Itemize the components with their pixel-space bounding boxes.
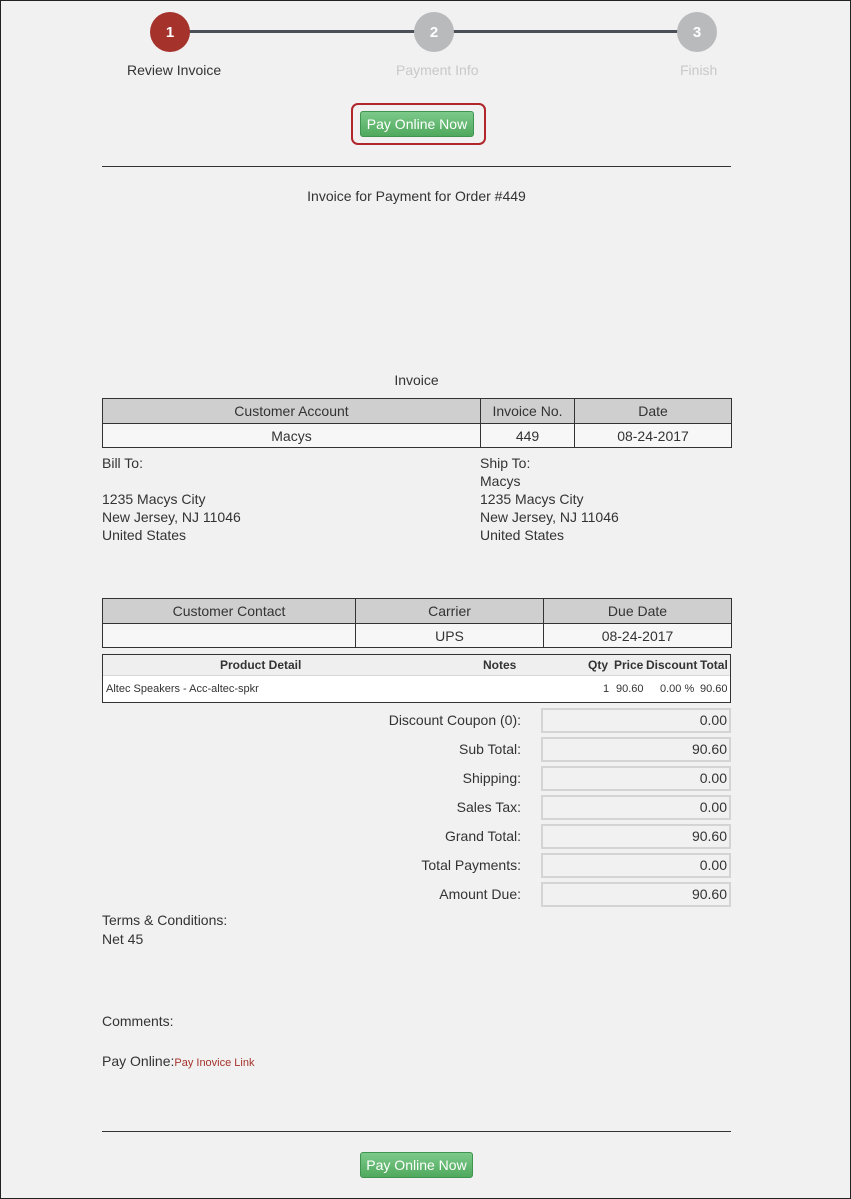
ship-to-line-2: 1235 Macys City: [480, 491, 584, 507]
divider-bottom: [102, 1131, 731, 1132]
product-total: 90.60: [700, 683, 728, 695]
header-discount: Discount: [646, 658, 698, 672]
sales-tax-field: 0.00: [541, 795, 731, 820]
ship-to-line-4: United States: [480, 527, 565, 543]
step-1-circle: [150, 12, 190, 52]
terms-value: Net 45: [102, 931, 144, 947]
pay-online-now-button-top[interactable]: Pay Online Now: [360, 111, 474, 137]
total-payments-field: 0.00: [541, 853, 731, 878]
product-qty: 1: [603, 683, 610, 695]
stepper-line-2: [435, 30, 697, 33]
step-2-label: Payment Info: [396, 62, 479, 78]
amount-due-field: 90.60: [541, 882, 731, 907]
sales-tax-label: Sales Tax:: [456, 799, 521, 815]
ship-to-line-1: Macys: [480, 473, 521, 489]
bill-to-line-2: 1235 Macys City: [102, 491, 206, 507]
stepper-line-1: [171, 30, 435, 33]
shipping-label: Shipping:: [462, 770, 521, 786]
cell-customer-account: Macys: [103, 424, 481, 448]
step-3-circle: [677, 12, 717, 52]
product-table-header: [103, 655, 730, 676]
bill-to-block: [102, 454, 241, 544]
header-due-date: Due Date: [544, 599, 732, 624]
product-price: 90.60: [616, 683, 644, 695]
step-3-label: Finish: [680, 62, 718, 78]
product-detail: Altec Speakers - Acc-altec-spkr: [106, 683, 259, 695]
header-customer-account: Customer Account: [103, 399, 481, 424]
account-table: [102, 398, 732, 448]
cell-invoice-no: 449: [481, 424, 575, 448]
pay-online-row: [102, 1053, 254, 1069]
bill-to-label: Bill To:: [102, 455, 143, 471]
sub-total-field: 90.60: [541, 737, 731, 762]
amount-due-label: Amount Due:: [439, 886, 521, 902]
bill-to-line-3: New Jersey, NJ 11046: [102, 509, 241, 525]
ship-to-line-3: New Jersey, NJ 11046: [480, 509, 619, 525]
shipping-field: 0.00: [541, 766, 731, 791]
comments-label: Comments:: [102, 1013, 174, 1029]
header-invoice-no: Invoice No.: [481, 399, 575, 424]
step-1-label: Review Invoice: [127, 62, 222, 78]
divider-top: [102, 166, 731, 167]
discount-coupon-field: 0.00: [541, 708, 731, 733]
total-payments-label: Total Payments:: [421, 857, 521, 873]
contact-table: [102, 598, 732, 648]
step-1-number: 1: [165, 23, 175, 41]
discount-coupon-label: Discount Coupon (0):: [388, 712, 521, 728]
bill-to-line-1: [102, 472, 241, 490]
sub-total-label: Sub Total:: [458, 741, 521, 757]
header-customer-contact: Customer Contact: [103, 599, 356, 624]
bill-to-line-4: United States: [102, 527, 187, 543]
pay-online-label: Pay Online:: [102, 1053, 175, 1069]
grand-total-label: Grand Total:: [444, 828, 521, 844]
header-date: Date: [575, 399, 732, 424]
cell-due-date: 08-24-2017: [544, 624, 732, 648]
pay-online-now-button-bottom[interactable]: Pay Online Now: [360, 1152, 473, 1178]
grand-total-field: 90.60: [541, 824, 731, 849]
pay-invoice-link[interactable]: Pay Inovice Link: [174, 1057, 255, 1069]
step-2-circle: [414, 12, 454, 52]
header-notes: Notes: [483, 658, 517, 672]
product-discount: 0.00 %: [660, 683, 695, 695]
header-product-detail: Product Detail: [220, 658, 302, 672]
header-qty: Qty: [588, 658, 609, 672]
terms-label: Terms & Conditions:: [102, 912, 228, 928]
invoice-title: Invoice: [394, 372, 439, 388]
cell-date: 08-24-2017: [575, 424, 732, 448]
header-carrier: Carrier: [356, 599, 544, 624]
ship-to-label: Ship To:: [480, 455, 531, 471]
step-3-number: 3: [692, 23, 702, 41]
invoice-heading: Invoice for Payment for Order #449: [307, 188, 526, 204]
cell-carrier: UPS: [356, 624, 544, 648]
header-total: Total: [700, 658, 728, 672]
ship-to-block: [480, 454, 619, 544]
header-price: Price: [614, 658, 644, 672]
product-table: [102, 654, 731, 703]
product-row: [103, 676, 730, 702]
cell-customer-contact: [103, 624, 356, 648]
step-2-number: 2: [429, 23, 439, 41]
